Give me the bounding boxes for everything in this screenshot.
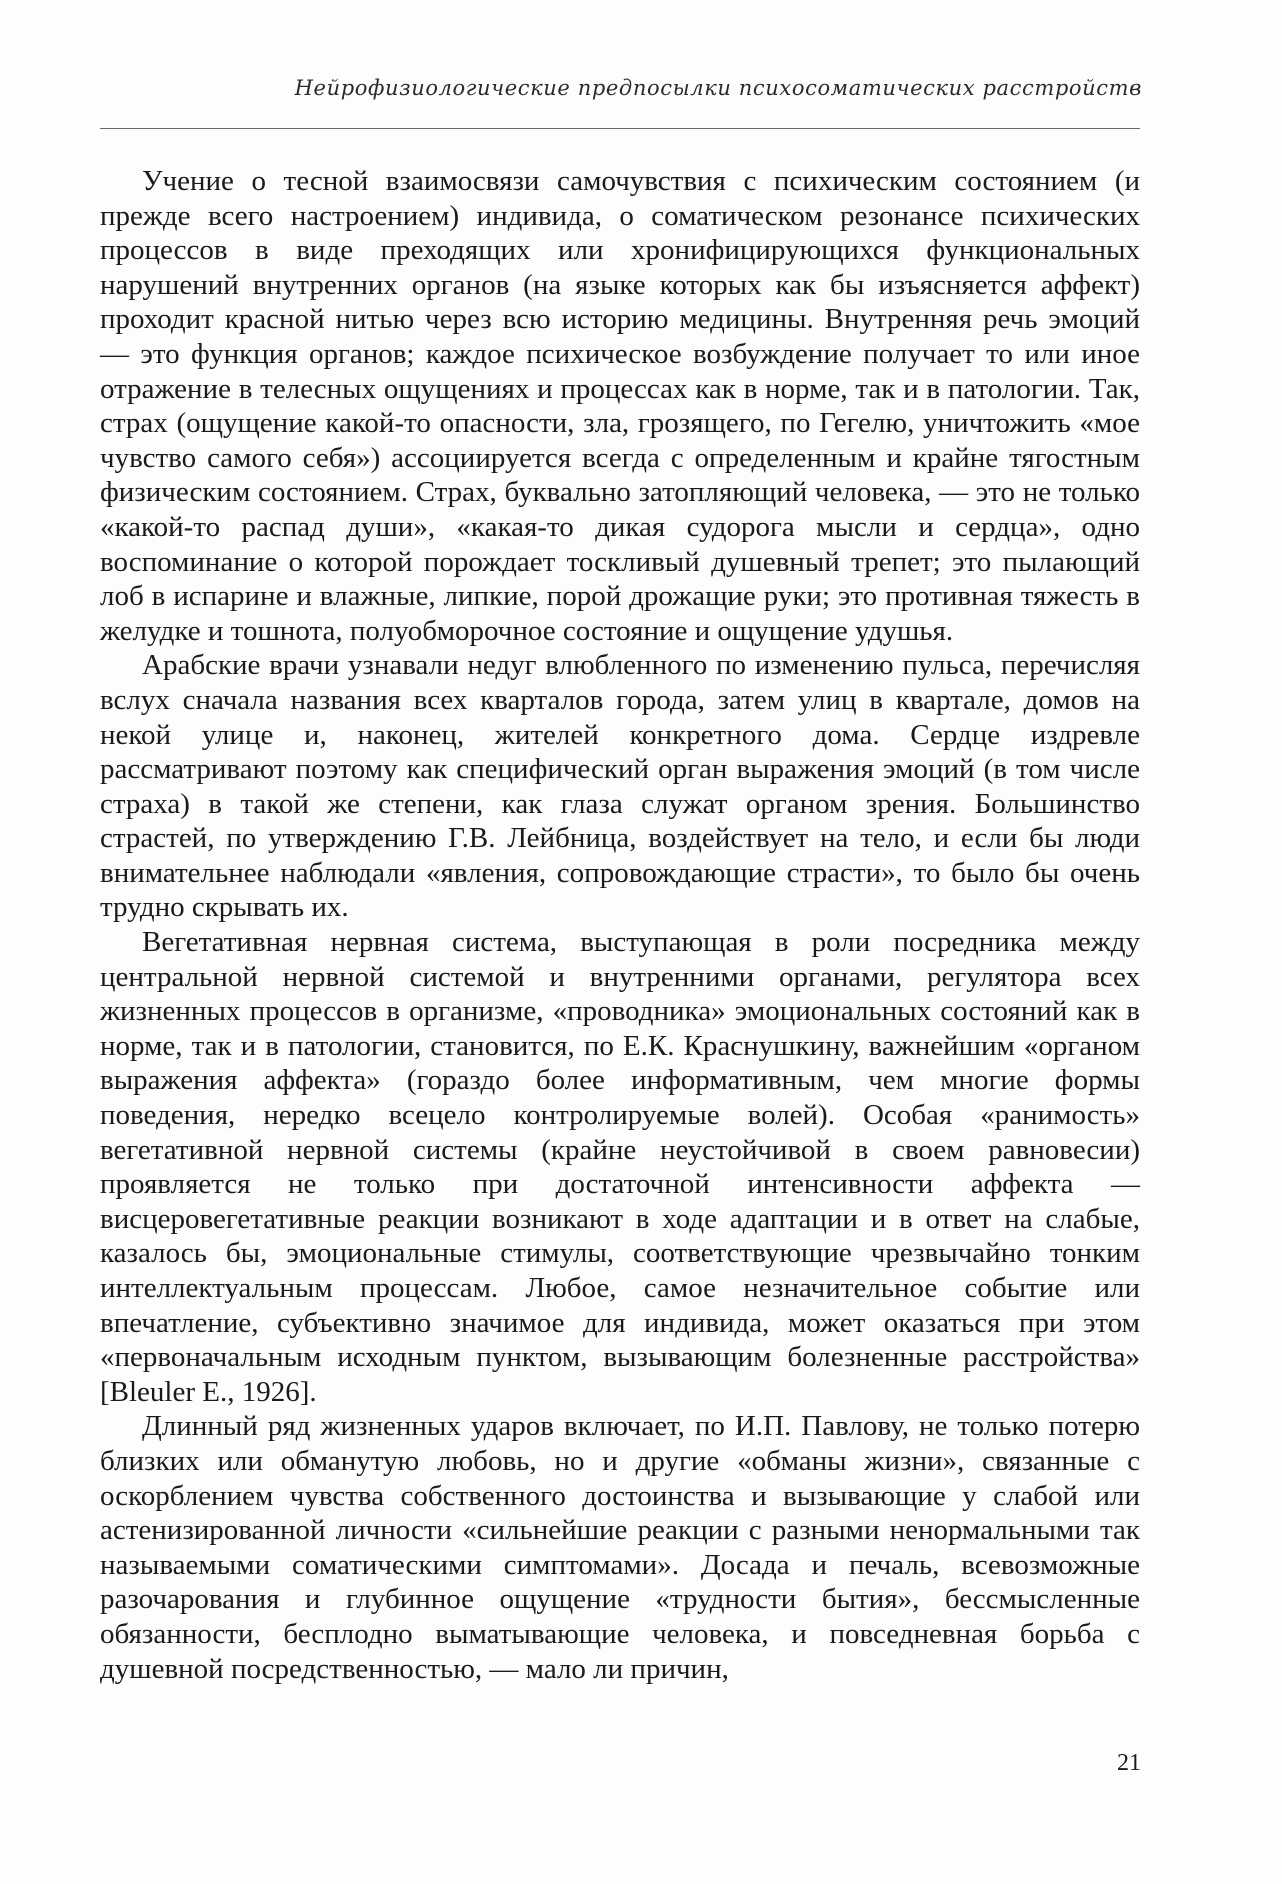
running-head: Нейрофизиологические предпосылки психосоматических расстройств bbox=[294, 76, 1142, 100]
header-rule bbox=[100, 128, 1140, 129]
paragraph-1: Учение о тесной взаимосвязи самочувствия с психическим состоянием (и прежде всего настроением) индивида, о соматическом резонансе психических процессов в виде преходящих или хронифицирующихся функциональных нарушений внутренних органов (на языке которых как бы изъясняется аффект) проходит красной нитью через всю историю медицины. Внутренняя речь эмоций — это функция органов; каждое психическое возбуждение получает то или иное отражение в телесных ощущениях и процессах как в норме, так и в патологии. Так, страх (ощущение какой-то опасности, зла, грозящего, по Гегелю, уничтожить «мое чувство самого себя») ассоциируется всегда с определенным и крайне тягостным физическим состоянием. Страх, буквально затопляющий человека, — это не только «какой-то распад души», «какая-то дикая судорога мысли и сердца», одно воспоминание о которой порождает тоскливый душевный трепет; это пылающий лоб в испарине и влажные, липкие, порой дрожащие руки; это противная тяжесть в желудке и тошнота, полуобморочное состояние и ощущение удушья. bbox=[100, 165, 1140, 647]
page-number: 21 bbox=[1117, 1750, 1141, 1776]
body-text bbox=[100, 164, 1140, 1686]
paragraph-3: Вегетативная нервная система, выступающая в роли посредника между центральной нервной системой и внутренними органами, регулятора всех жизненных процессов в организме, «проводника» эмоциональных состояний как в норме, так и в патологии, становится, по Е.К. Краснушкину, важнейшим «органом выражения аффекта» (гораздо более информативным, чем многие формы поведения, нередко всецело контролируемые волей). Особая «ранимость» вегетативной нервной системы (крайне неустойчивой в своем равновесии) проявляется не только при достаточной интенсивности аффекта — висцеровегетативные реакции возникают в ходе адаптации и в ответ на слабые, казалось бы, эмоциональные стимулы, соответствующие чрезвычайно тонким интеллектуальным процессам. Любое, самое незначительное событие или впечатление, субъективно значимое для индивида, может оказаться при этом «первоначальным исходным пунктом, вызывающим болезненные расстройства» [Bleuler E., 1926]. bbox=[100, 926, 1140, 1408]
paragraph-2: Арабские врачи узнавали недуг влюбленного по изменению пульса, перечисляя вслух сначала названия всех кварталов города, затем улиц в квартале, домов на некой улице и, наконец, жителей конкретного дома. Сердце издревле рассматривают поэтому как специфический орган выражения эмоций (в том числе страха) в такой же степени, как глаза служат органом зрения. Большинство страстей, по утверждению Г.В. Лейбница, воздействует на тело, и если бы люди внимательнее наблюдали «явления, сопровождающие страсти», то было бы очень трудно скрывать их. bbox=[100, 649, 1140, 924]
paragraph-4: Длинный ряд жизненных ударов включает, по И.П. Павлову, не только потерю близких или обманутую любовь, но и другие «обманы жизни», связанные с оскорблением чувства собственного достоинства и вызывающие у слабой или астенизированной личности «сильнейшие реакции с разными ненормальными так называемыми соматическими симптомами». Досада и печаль, всевозможные разочарования и глубинное ощущение «трудности бытия», бессмысленные обязанности, бесплодно выматывающие человека, и повседневная борьба с душевной посредственностью, — мало ли причин, bbox=[100, 1410, 1140, 1685]
